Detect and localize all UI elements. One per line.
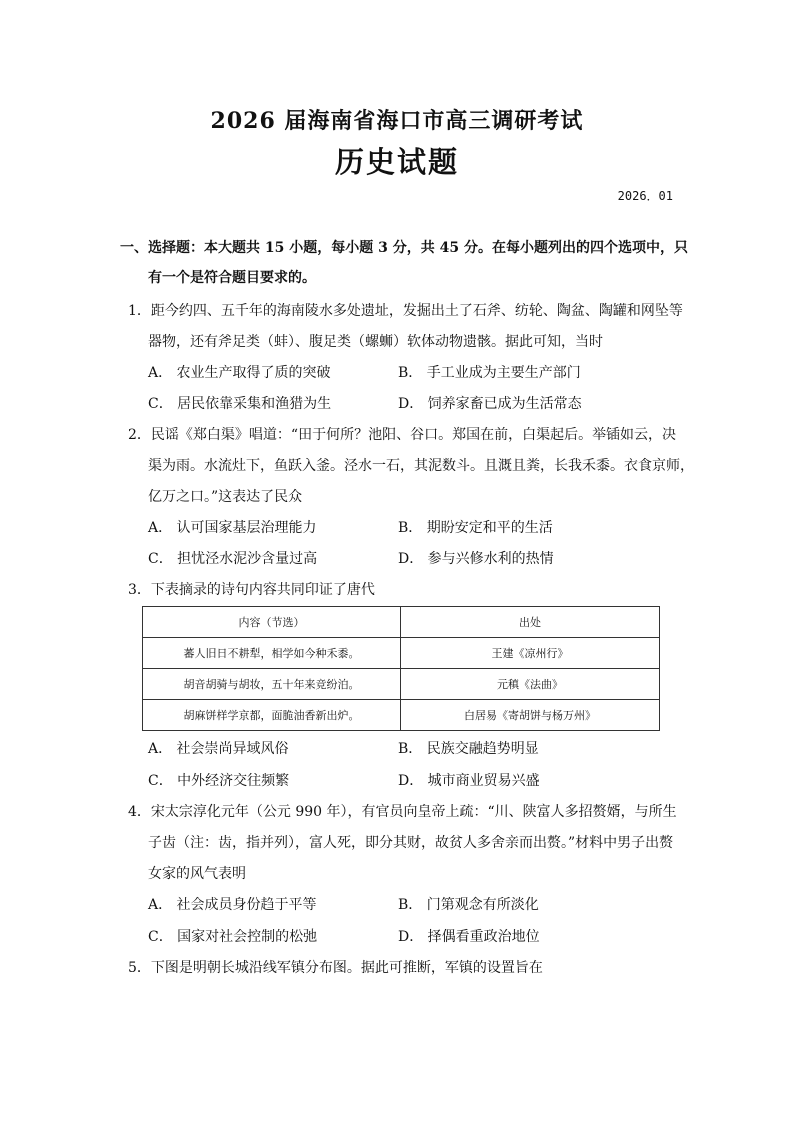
- table-row: [143, 638, 660, 669]
- q4-option-d: D． 择偶看重政治地位: [398, 929, 540, 945]
- q4-option-b: B． 门第观念有所淡化: [398, 897, 539, 913]
- q2-option-d: D． 参与兴修水利的热情: [398, 551, 554, 567]
- table-cell: 蕃人旧日不耕犁，相学如今种禾黍。: [143, 638, 401, 669]
- poem-table: [142, 606, 660, 731]
- table-row: [143, 700, 660, 731]
- q1-option-c: C． 居民依靠采集和渔猎为生: [148, 396, 332, 412]
- q4-stem-line3: 女家的风气表明: [148, 866, 246, 882]
- table-cell: 胡音胡骑与胡妆，五十年来竞纷泊。: [143, 669, 401, 700]
- q2-option-b: B． 期盼安定和平的生活: [398, 520, 553, 536]
- q1-option-d: D． 饲养家畜已成为生活常态: [398, 396, 582, 412]
- table-cell: 王建《凉州行》: [401, 638, 660, 669]
- q2-option-a: A． 认可国家基层治理能力: [148, 520, 317, 536]
- table-cell: 胡麻饼样学京都，面脆油香新出炉。: [143, 700, 401, 731]
- table-cell: 元稹《法曲》: [401, 669, 660, 700]
- q4-option-a: A． 社会成员身份趋于平等: [148, 897, 317, 913]
- q3-stem-line1: 3．下表摘录的诗句内容共同印证了唐代: [128, 582, 375, 598]
- q4-stem-line2: 子齿（注：齿，指并列），富人死，即分其财，故贫人多舍亲而出赘。”材料中男子出赘: [148, 835, 674, 851]
- q3-option-d: D． 城市商业贸易兴盛: [398, 773, 540, 789]
- q4-stem-line1: 4．宋太宗淳化元年（公元 990 年），有官员向皇帝上疏：“川、陕富人多招赘婿，与所生: [128, 804, 677, 820]
- table-header-cell: 内容（节选）: [143, 607, 401, 638]
- exam-subtitle: 历史试题: [334, 145, 459, 179]
- table-header-cell: 出处: [401, 607, 660, 638]
- q1-option-a: A． 农业生产取得了质的突破: [148, 365, 331, 381]
- q2-option-c: C． 担忧泾水泥沙含量过高: [148, 551, 318, 567]
- q2-stem-line1: 2．民谣《郑白渠》唱道：“田于何所？池阳、谷口。郑国在前，白渠起后。举锸如云，决: [128, 427, 677, 443]
- q2-stem-line2: 渠为雨。水流灶下，鱼跃入釜。泾水一石，其泥数斗。且溉且粪，长我禾黍。衣食京师，: [148, 458, 694, 474]
- table-cell: 白居易《寄胡饼与杨万州》: [401, 700, 660, 731]
- exam-title: 2026 届海南省海口市高三调研考试: [210, 108, 584, 134]
- table-header-row: [143, 607, 660, 638]
- section-instruction-line2: 有一个是符合题目要求的。: [148, 270, 316, 286]
- q1-option-b: B． 手工业成为主要生产部门: [398, 365, 581, 381]
- q1-stem-line1: 1．距今约四、五千年的海南陵水多处遗址，发掘出土了石斧、纺轮、陶盆、陶罐和网坠等: [128, 303, 683, 319]
- section-instruction-line1: 一、选择题：本大题共 15 小题，每小题 3 分，共 45 分。在每小题列出的四个选项中，只: [120, 240, 688, 256]
- q3-option-a: A． 社会崇尚异域风俗: [148, 741, 289, 757]
- q1-stem-line2: 器物，还有斧足类（蚌）、腹足类（螺蛳）软体动物遗骸。据此可知，当时: [148, 334, 603, 350]
- exam-date: 2026．01: [617, 189, 673, 203]
- q4-option-c: C． 国家对社会控制的松弛: [148, 929, 318, 945]
- q5-stem-line1: 5．下图是明朝长城沿线军镇分布图。据此可推断，军镇的设置旨在: [128, 960, 543, 976]
- q3-option-c: C． 中外经济交往频繁: [148, 773, 290, 789]
- q2-stem-line3: 亿万之口。”这表达了民众: [148, 489, 303, 505]
- q3-option-b: B． 民族交融趋势明显: [398, 741, 539, 757]
- table-row: [143, 669, 660, 700]
